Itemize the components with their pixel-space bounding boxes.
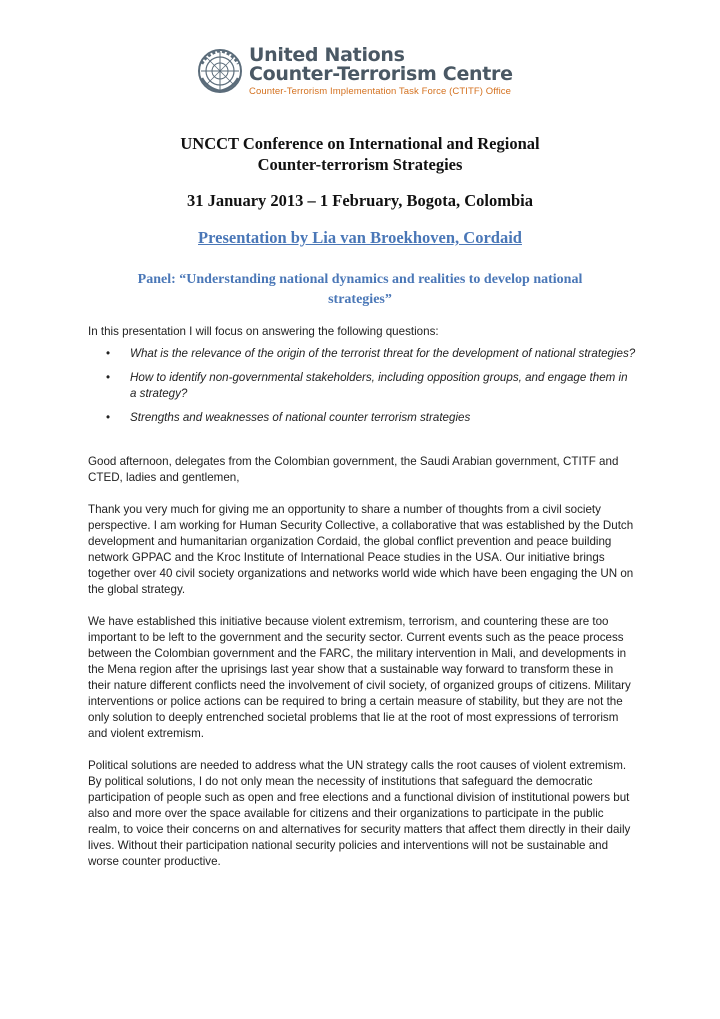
panel-title-line-1: Panel: “Understanding national dynamics and realities to develop national xyxy=(137,272,583,287)
logo-line-1: United Nations xyxy=(249,44,405,66)
presenter-heading: Presentation by Lia van Broekhoven, Cordaid xyxy=(198,228,522,247)
document-body xyxy=(88,324,636,870)
paragraph-political-solutions: Political solutions are needed to address what the UN strategy calls the root causes of violent extremism. By political solutions, I do not only mean the necessity of institutions that safeguard the democratic participation of people such as open and free elections and a functional division of institutional powers but also and more over the space available for citizens and their organizations to participate in the public realm, to voice their concerns on and alternatives for security matters that affect them directly in their daily lives. Without their participation national security policies and interventions will not be sustainable and worse counter productive. xyxy=(88,759,631,868)
panel-title xyxy=(110,270,610,310)
conference-title-line-2: Counter-terrorism Strategies xyxy=(257,155,463,174)
bullet-icon: • xyxy=(106,411,111,424)
question-item xyxy=(88,346,636,362)
question-item xyxy=(88,370,636,402)
logo-wordmark xyxy=(249,46,513,97)
bullet-icon: • xyxy=(106,347,111,360)
intro-sentence: In this presentation I will focus on answering the following questions: xyxy=(88,325,439,338)
conference-title-line-1: UNCCT Conference on International and Regional xyxy=(180,134,540,153)
conference-dates: 31 January 2013 – 1 February, Bogota, Colombia xyxy=(186,191,534,210)
question-list xyxy=(88,346,636,426)
question-item xyxy=(88,410,636,426)
paragraph-thanks: Thank you very much for giving me an opportunity to share a number of thoughts from a civil society perspective. I am working for Human Security Collective, a collaborative that was established by the Dutch development and humanitarian organization Cordaid, the global conflict prevention and peace building network GPPAC and the Kroc Institute of International Peace studies in the USA. Our initiative brings together over 40 civil society organizations and networks world wide which have been engaging the UN on the global strategy. xyxy=(88,503,634,596)
uncct-logo xyxy=(197,46,513,97)
paragraph-initiative: We have established this initiative because violent extremism, terrorism, and countering these are too important to be left to the government and the security sector. Current events such as the peace process between the Colombian government and the FARC, the military intervention in Mali, and developments in the Mena region after the uprisings last year show that a sustainable way forward to transform these in their nature different conflicts need the involvement of civil society, of organized groups of citizens. Military interventions or police actions can be required to bring a certain measure of stability, but they are not the only solution to deeply entrenched societal problems that lie at the root of most expressions of terrorism and violent extremism. xyxy=(88,615,631,740)
conference-title xyxy=(0,133,720,175)
paragraph-greeting: Good afternoon, delegates from the Colombian government, the Saudi Arabian government, CTITF and CTED, ladies and gentlemen, xyxy=(88,455,619,484)
question-text: How to identify non-governmental stakeholders, including opposition groups, and engage them in a strategy? xyxy=(130,371,628,400)
panel-title-line-2: strategies” xyxy=(328,292,392,307)
question-text: What is the relevance of the origin of the terrorist threat for the development of national strategies? xyxy=(130,347,636,360)
question-text: Strengths and weaknesses of national counter terrorism strategies xyxy=(130,411,471,424)
un-emblem-icon xyxy=(197,48,243,94)
bullet-icon: • xyxy=(106,371,111,384)
logo-line-3: Counter-Terrorism Implementation Task Force (CTITF) Office xyxy=(249,86,512,97)
logo-line-2: Counter-Terrorism Centre xyxy=(249,63,513,85)
